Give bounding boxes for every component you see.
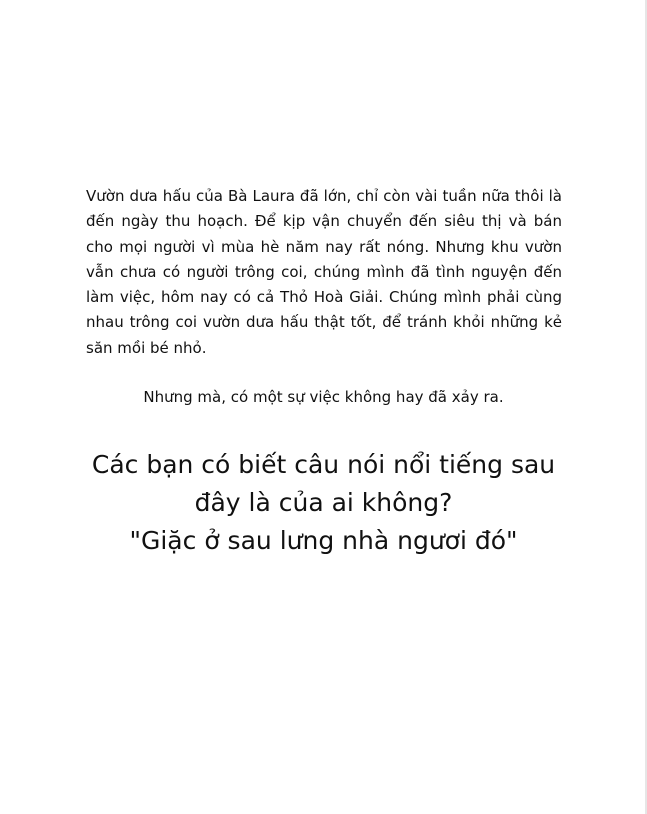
question-block [0, 446, 647, 560]
question-line-1: Các bạn có biết câu nói nổi tiếng sau [91, 450, 556, 479]
story-paragraph: Vườn dưa hấu của Bà Laura đã lớn, chỉ còn vài tuần nữa thôi là đến ngày thu hoạch. Để kịp vận chuyển đến siêu thị và bán cho mọi người vì mùa hè năm nay rất nóng. Nhưng khu vườn vẫn chưa có người trông coi, chúng mình đã tình nguyện đến làm việc, hôm nay có cả Thỏ Hoà Giải. Chúng mình phải cùng nhau trông coi vườn dưa hấu thật tốt, để tránh khỏi những kẻ săn mồi bé nhỏ. [86, 187, 562, 357]
story-paragraph-block [86, 184, 562, 361]
question-quote: "Giặc ở sau lưng nhà ngươi đó" [129, 526, 518, 555]
event-line: Nhưng mà, có một sự việc không hay đã xảy ra. [143, 388, 504, 406]
question-line-2: đây là của ai không? [194, 488, 453, 517]
